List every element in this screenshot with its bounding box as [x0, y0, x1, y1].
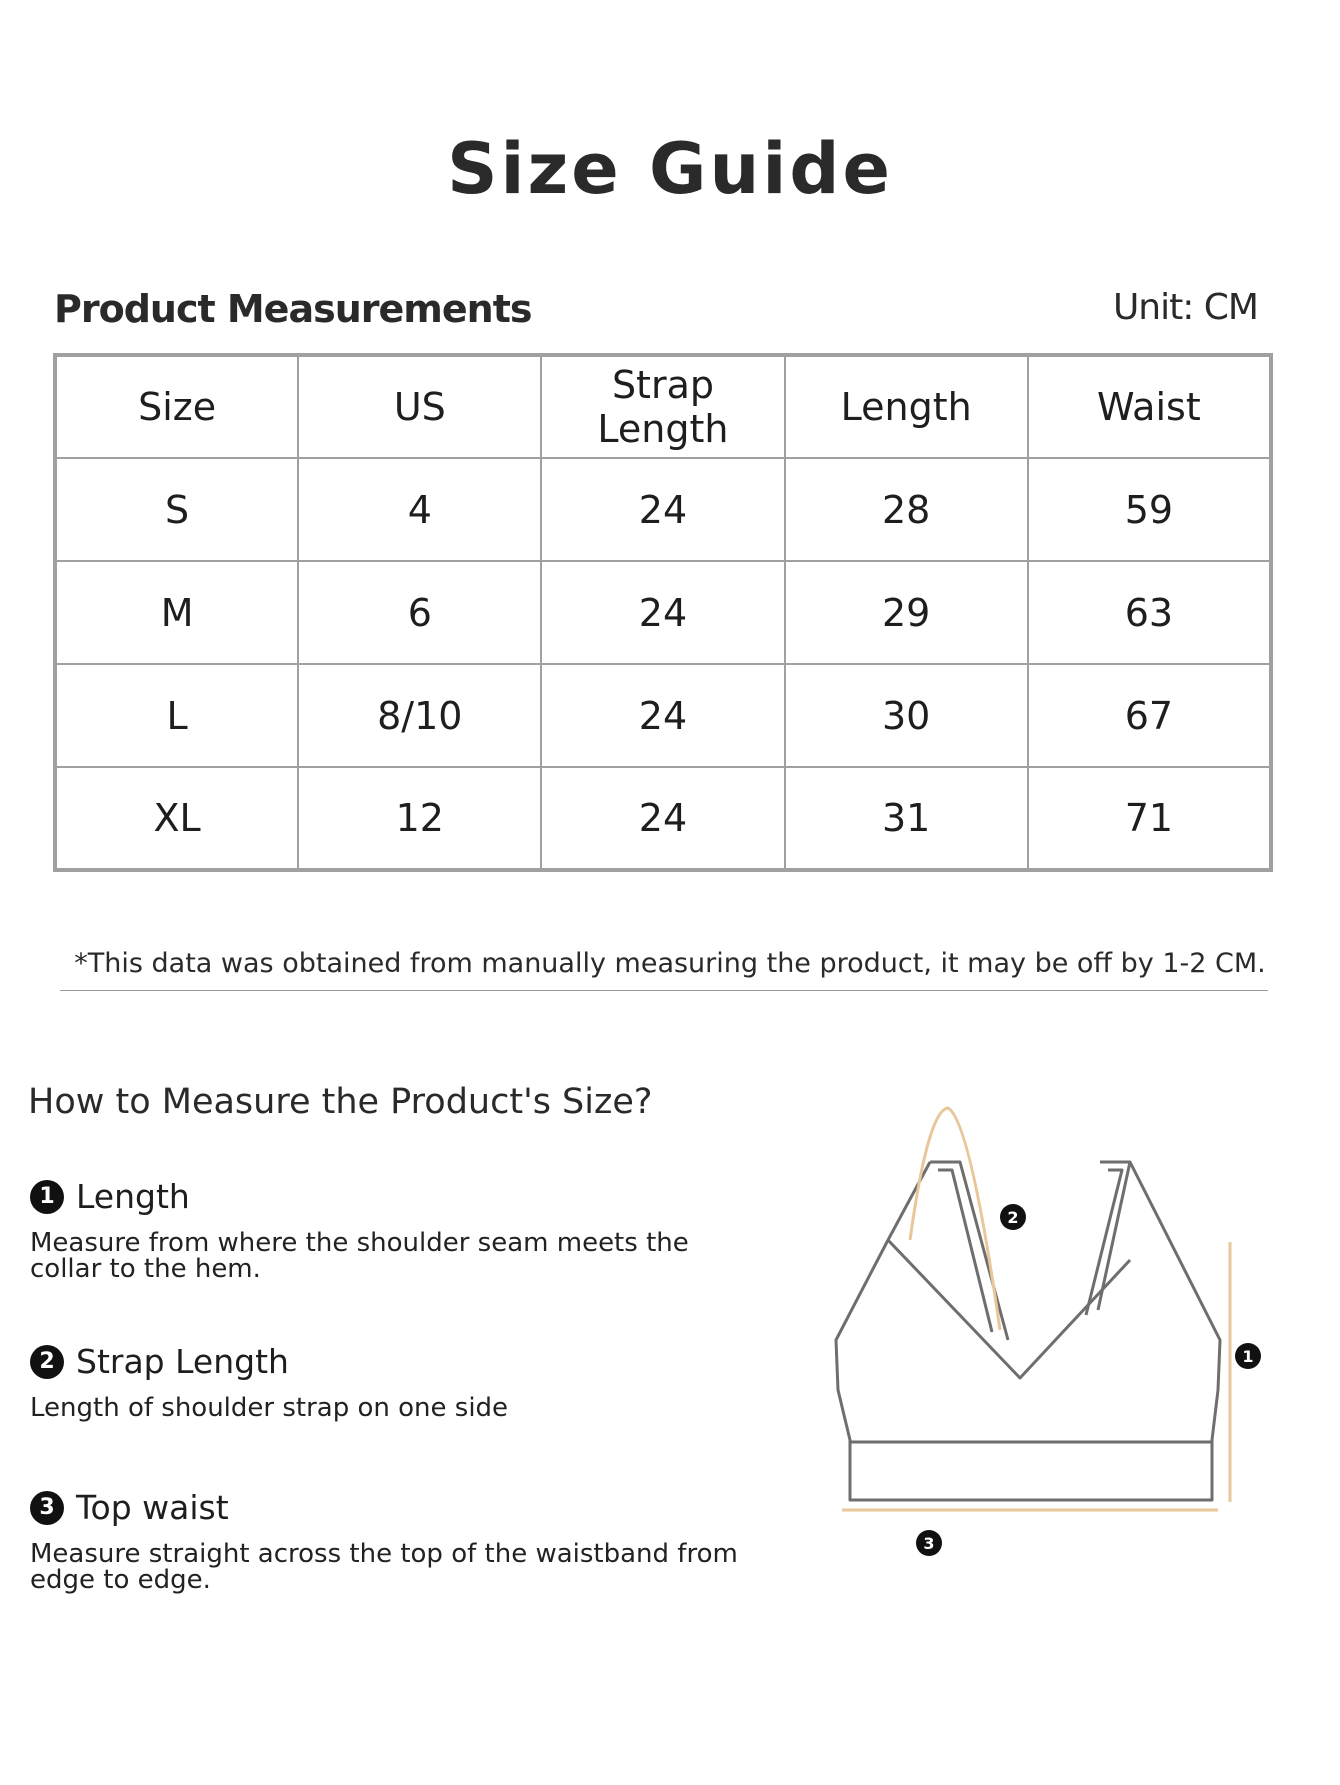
step-description: Measure from where the shoulder seam meets the collar to the hem.	[30, 1228, 689, 1284]
table-row	[55, 767, 1271, 870]
size-table	[53, 353, 1273, 872]
step-top-waist	[30, 1488, 750, 1593]
table-header-cell: Strap Length	[541, 355, 784, 458]
step-head	[30, 1342, 750, 1381]
table-cell: S	[55, 458, 298, 561]
table-cell: M	[55, 561, 298, 664]
step-description: Length of shoulder strap on one side	[30, 1393, 509, 1423]
table-cell: 6	[298, 561, 541, 664]
table-row	[55, 664, 1271, 767]
table-cell: 24	[541, 561, 784, 664]
number-2-badge: 2	[30, 1345, 64, 1379]
step-title: Length	[76, 1177, 190, 1216]
table-cell: 28	[785, 458, 1028, 561]
table-cell: 29	[785, 561, 1028, 664]
number-3-badge: 3	[30, 1491, 64, 1525]
divider	[60, 990, 1268, 991]
step-description: Measure straight across the top of the waistband from edge to edge.	[30, 1539, 738, 1595]
step-title: Strap Length	[76, 1342, 289, 1381]
table-header-cell: Length	[785, 355, 1028, 458]
table-header-cell: US	[298, 355, 541, 458]
unit-label: Unit: CM	[1112, 287, 1258, 328]
step-length	[30, 1177, 750, 1282]
page-title: Size Guide	[447, 128, 893, 210]
number-1-badge: 1	[30, 1180, 64, 1214]
section-title: Product Measurements	[54, 287, 532, 331]
table-header-cell: Size	[55, 355, 298, 458]
table-cell: 31	[785, 767, 1028, 870]
how-to-title: How to Measure the Product's Size?	[28, 1082, 653, 1122]
table-cell: XL	[55, 767, 298, 870]
table-row	[55, 458, 1271, 561]
table-cell: 59	[1028, 458, 1271, 561]
step-head	[30, 1488, 750, 1527]
table-row	[55, 561, 1271, 664]
table-cell: 8/10	[298, 664, 541, 767]
table-cell: 30	[785, 664, 1028, 767]
bra-outline-icon	[820, 1100, 1300, 1540]
table-cell: 63	[1028, 561, 1271, 664]
step-strap-length	[30, 1342, 750, 1421]
table-cell: 24	[541, 767, 784, 870]
diagram-label-1: 1	[1235, 1343, 1261, 1369]
table-header-row	[55, 355, 1271, 458]
diagram-label-2: 2	[1000, 1204, 1026, 1230]
table-cell: 71	[1028, 767, 1271, 870]
table-cell: 12	[298, 767, 541, 870]
step-head	[30, 1177, 750, 1216]
measurement-note: *This data was obtained from manually measuring the product, it may be off by 1-2 CM.	[74, 948, 1266, 979]
table-cell: 24	[541, 664, 784, 767]
measurement-diagram	[820, 1100, 1300, 1553]
table-cell: 67	[1028, 664, 1271, 767]
table-header-cell: Waist	[1028, 355, 1271, 458]
diagram-label-3: 3	[916, 1530, 942, 1556]
step-title: Top waist	[76, 1488, 229, 1527]
table-cell: 24	[541, 458, 784, 561]
table-cell: 4	[298, 458, 541, 561]
table-cell: L	[55, 664, 298, 767]
